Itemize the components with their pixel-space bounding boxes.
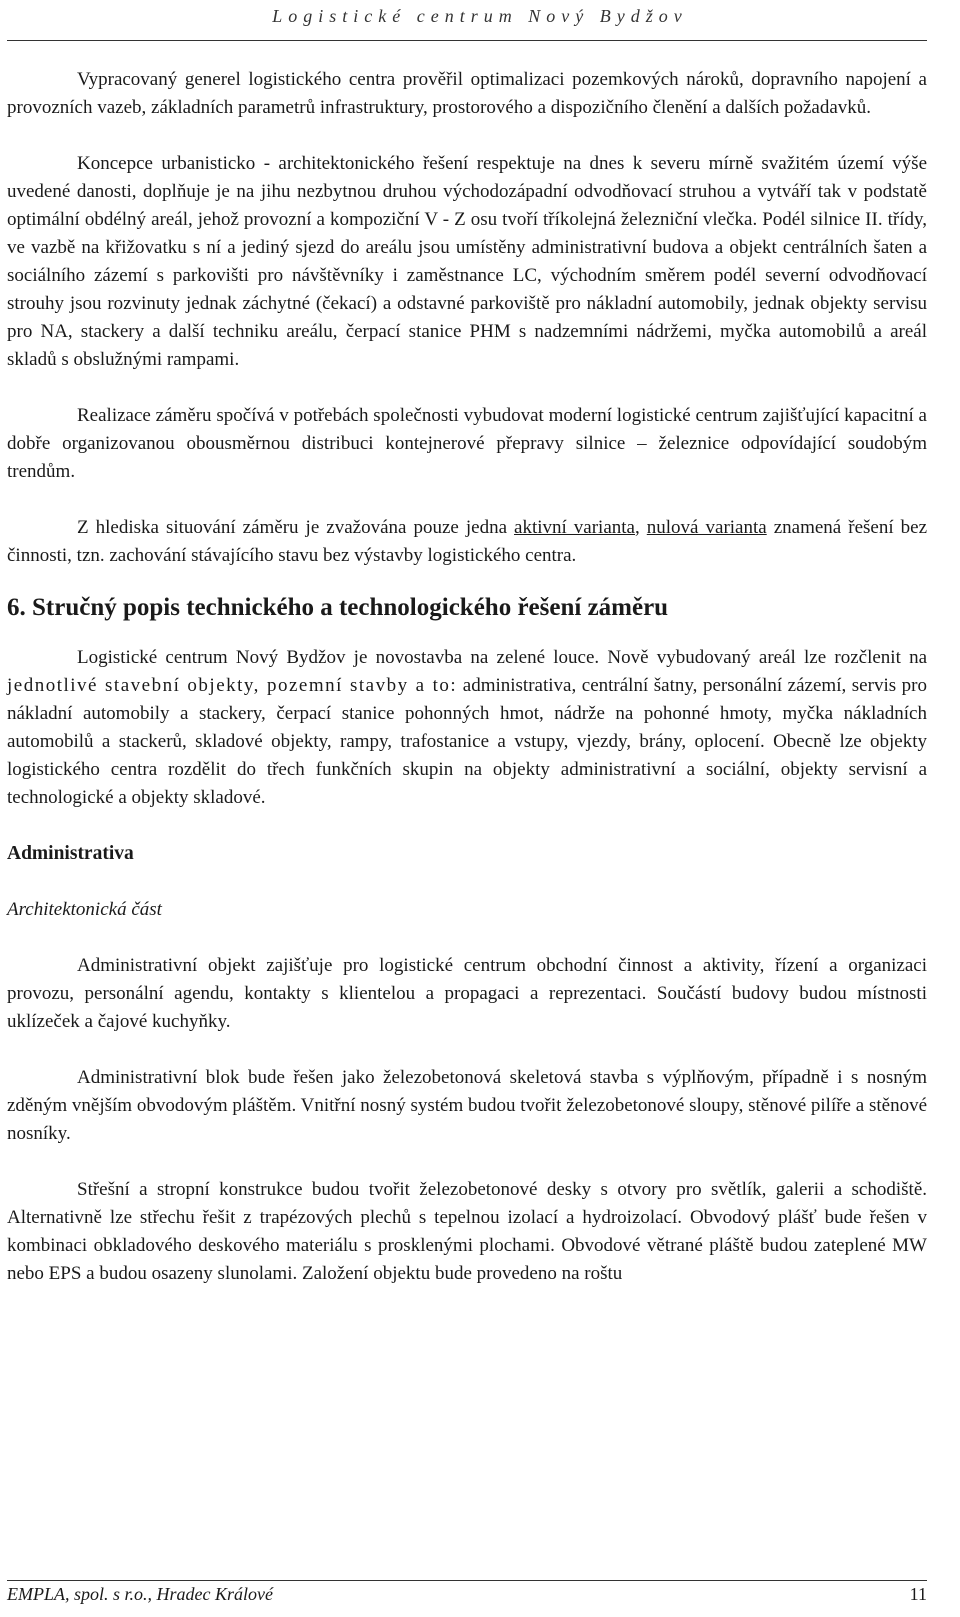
paragraph-koncepce: Koncepce urbanisticko - architektonického řešení respektuje na dnes k severu mírně svažitém území výše uvedené danosti, doplňuje je na jihu nezbytnou druhou východozápadní odvodňovací struhou a vytváří tak v podstatě optimální obdélný areál, jehož provozní a kompoziční V - Z osu tvoří tříkolejná železniční vlečka. Podél silnice II. třídy, ve vazbě na křižovatku s ní a jediný sjezd do areálu jsou umístěny administrativní budova a objekt centrálních šaten a sociálního zázemí s parkovišti pro návštěvníky i zaměstnance LC, východním směrem podél severní odvodňovací strouhy jsou rozvinuty jednak záchytné (čekací) a odstavné parkoviště pro nákladní automobily, jednak objekty servisu pro NA, stackery a další techniku areálu, čerpací stanice PHM s nadzemními nádržemi, myčka automobilů a areál skladů s obslužnými rampami. xyxy=(7,153,927,370)
page-number: 11 xyxy=(909,1584,927,1604)
architektonicka-subheading: Architektonická část xyxy=(7,899,162,920)
paragraph-admin-objekt: Administrativní objekt zajišťuje pro logistické centrum obchodní činnost a aktivity, řízení a organizaci provozu, personální agendu, kontakty s klientelou a propagaci a reprezentaci. Součástí budovy budou místnosti uklízeček a čajové kuchyňky. xyxy=(7,955,927,1032)
paragraph-varianty xyxy=(7,514,927,570)
header-divider xyxy=(7,40,927,41)
administrativa-heading: Administrativa xyxy=(7,843,134,864)
varianty-text-after: znamená řešení bez činnosti, tzn. zachování stávajícího stavu bez výstavby logistického centra. xyxy=(7,517,927,566)
active-variant-term: aktivní varianta xyxy=(514,517,635,538)
popis-text-c: administrativa, centrální šatny, personální zázemí, servis pro nákladní automobily a stackery, čerpací stanice pohonných hmot, nádrže na pohonné hmoty, myčka nákladních automobilů a stackerů, skladové objekty, rampy, trafostanice a vstupy, vjezdy, brány, oplocení. Obecně lze objekty logistického centra rozdělit do třech funkčních skupin na objekty administrativní a sociální, objekty servisní a technologické a objekty skladové. xyxy=(7,675,927,808)
paragraph-generel: Vypracovaný generel logistického centra prověřil optimalizaci pozemkových nároků, dopravního napojení a provozních vazeb, základních parametrů infrastruktury, prostorového a dispozičního členění a dalších požadavků. xyxy=(7,69,927,118)
popis-text-b: jednotlivé stavební objekty, pozemní stavby a to: xyxy=(7,675,458,696)
footer-company: EMPLA, spol. s r.o., Hradec Králové xyxy=(7,1584,273,1604)
popis-text-a: Logistické centrum Nový Bydžov je novostavba na zelené louce. Nově vybudovaný areál lze rozčlenit na xyxy=(77,647,927,668)
varianty-text-before: Z hlediska situování záměru je zvažována pouze jedna xyxy=(77,517,515,538)
footer-divider xyxy=(7,1580,927,1581)
paragraph-stresni: Střešní a stropní konstrukce budou tvořit železobetonové desky s otvory pro světlík, galerii a schodiště. Alternativně lze střechu řešit z trapézových plechů s tepelnou izolací a hydroizolací. Obvodový plášť bude řešen v kombinaci obkladového deskového materiálu s prosklenými plochami. Obvodové větrané pláště budou zateplené MW nebo EPS a budou osazeny slunolami. Založení objektu bude provedeno na roštu xyxy=(7,1179,927,1284)
varianty-text-mid: , xyxy=(635,517,647,538)
paragraph-popis xyxy=(7,644,927,812)
section-6-heading: 6. Stručný popis technického a technologického řešení záměru xyxy=(7,594,669,621)
paragraph-realizace: Realizace záměru spočívá v potřebách společnosti vybudovat moderní logistické centrum zajišťující kapacitní a dobře organizovanou obousměrnou distribuci kontejnerové přepravy silnice – železnice odpovídající soudobým trendům. xyxy=(7,405,927,482)
null-variant-term: nulová varianta xyxy=(646,517,767,538)
page-body xyxy=(7,66,927,1288)
paragraph-admin-blok: Administrativní blok bude řešen jako železobetonová skeletová stavba s výplňovým, případně i s nosným zděným vnějším obvodovým pláštěm. Vnitřní nosný systém budou tvořit železobetonové sloupy, stěnové pilíře a stěnové nosníky. xyxy=(7,1067,927,1144)
running-header: Logistické centrum Nový Bydžov xyxy=(272,6,688,26)
